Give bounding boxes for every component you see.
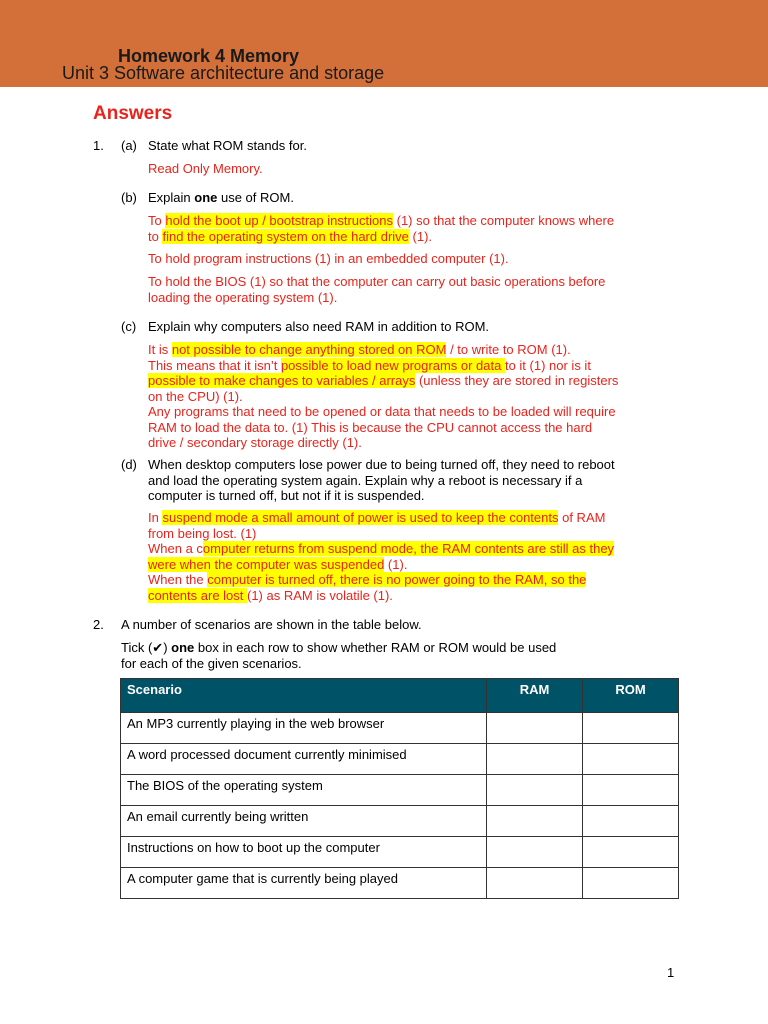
scenario-cell: Instructions on how to boot up the computer bbox=[121, 837, 487, 868]
table-row bbox=[121, 837, 679, 868]
part-c-question: Explain why computers also need RAM in addition to ROM. bbox=[148, 319, 490, 334]
part-b-answer-3: To hold the BIOS (1) so that the computer can carry out basic operations before loading the operating system (1). bbox=[148, 274, 606, 305]
rom-tick-box[interactable] bbox=[583, 744, 679, 775]
ram-tick-box[interactable] bbox=[487, 713, 583, 744]
rom-tick-box[interactable] bbox=[583, 837, 679, 868]
rom-tick-box[interactable] bbox=[583, 868, 679, 899]
page-number: 1 bbox=[667, 965, 675, 980]
ram-tick-box[interactable] bbox=[487, 744, 583, 775]
part-a-question: State what ROM stands for. bbox=[148, 138, 307, 153]
rom-tick-box[interactable] bbox=[583, 806, 679, 837]
scenario-cell: A computer game that is currently being played bbox=[121, 868, 487, 899]
scenario-cell: A word processed document currently minimised bbox=[121, 744, 487, 775]
rom-tick-box[interactable] bbox=[583, 775, 679, 806]
table-row bbox=[121, 713, 679, 744]
part-b-answer-2: To hold program instructions (1) in an embedded computer (1). bbox=[148, 251, 509, 266]
question-1-number: 1. bbox=[93, 138, 104, 153]
scenario-cell: An email currently being written bbox=[121, 806, 487, 837]
part-b-answer-1: To hold the boot up / bootstrap instructions (1) so that the computer knows where to find the operating system on the hard drive (1). bbox=[148, 213, 615, 244]
ram-tick-box[interactable] bbox=[487, 806, 583, 837]
ram-tick-box[interactable] bbox=[487, 837, 583, 868]
part-d-question: When desktop computers lose power due to being turned off, they need to reboot and load the operating system again. Explain why a reboot is necessary if a computer is turned off, but not if it is suspended. bbox=[148, 457, 615, 503]
ram-tick-box[interactable] bbox=[487, 868, 583, 899]
table-header-row bbox=[121, 679, 679, 713]
question-2-intro: A number of scenarios are shown in the table below. bbox=[121, 617, 422, 632]
scenario-cell: The BIOS of the operating system bbox=[121, 775, 487, 806]
unit-title: Unit 3 Software architecture and storage bbox=[62, 63, 385, 83]
part-d-label: (d) bbox=[121, 457, 137, 472]
answers-heading: Answers bbox=[93, 103, 173, 124]
tick-mark-icon: ✔ bbox=[152, 640, 164, 655]
rom-tick-box[interactable] bbox=[583, 713, 679, 744]
part-c-label: (c) bbox=[121, 319, 137, 334]
table-row bbox=[121, 744, 679, 775]
ram-tick-box[interactable] bbox=[487, 775, 583, 806]
question-2-number: 2. bbox=[93, 617, 104, 632]
part-c-answer: It is not possible to change anything stored on ROM / to write to ROM (1). This means that it isn’t possible to load new programs or data to it (1) nor is it possible to make changes to variables / arrays (unless they are stored in registers on the CPU) (1). Any programs that need to be opened or data that needs to be loaded will require RAM to load the data to. (1) This is because the CPU cannot access the hard drive / secondary storage directly (1). bbox=[148, 342, 619, 450]
table-row bbox=[121, 806, 679, 837]
table-row bbox=[121, 775, 679, 806]
scenario-cell: An MP3 currently playing in the web browser bbox=[121, 713, 487, 744]
table-row bbox=[121, 868, 679, 899]
part-a-answer: Read Only Memory. bbox=[148, 161, 263, 176]
header-rom: ROM bbox=[583, 679, 679, 713]
scenario-table bbox=[120, 678, 679, 899]
part-b-label: (b) bbox=[121, 190, 137, 205]
part-b-question: Explain one use of ROM. bbox=[148, 190, 294, 205]
homework-title: Homework 4 Memory bbox=[118, 46, 300, 66]
question-2-instructions: Tick (✔) one box in each row to show whether RAM or ROM would be used for each of the given scenarios. bbox=[121, 640, 557, 671]
part-a-label: (a) bbox=[121, 138, 137, 153]
part-d-answer: In suspend mode a small amount of power is used to keep the contents of RAM from being lost. (1) When a computer returns from suspend mode, the RAM contents are still as they were when the computer was suspended (1). When the computer is turned off, there is no power going to the RAM, so the contents are lost (1) as RAM is volatile (1). bbox=[148, 510, 615, 603]
header-scenario: Scenario bbox=[121, 679, 487, 713]
header-ram: RAM bbox=[487, 679, 583, 713]
